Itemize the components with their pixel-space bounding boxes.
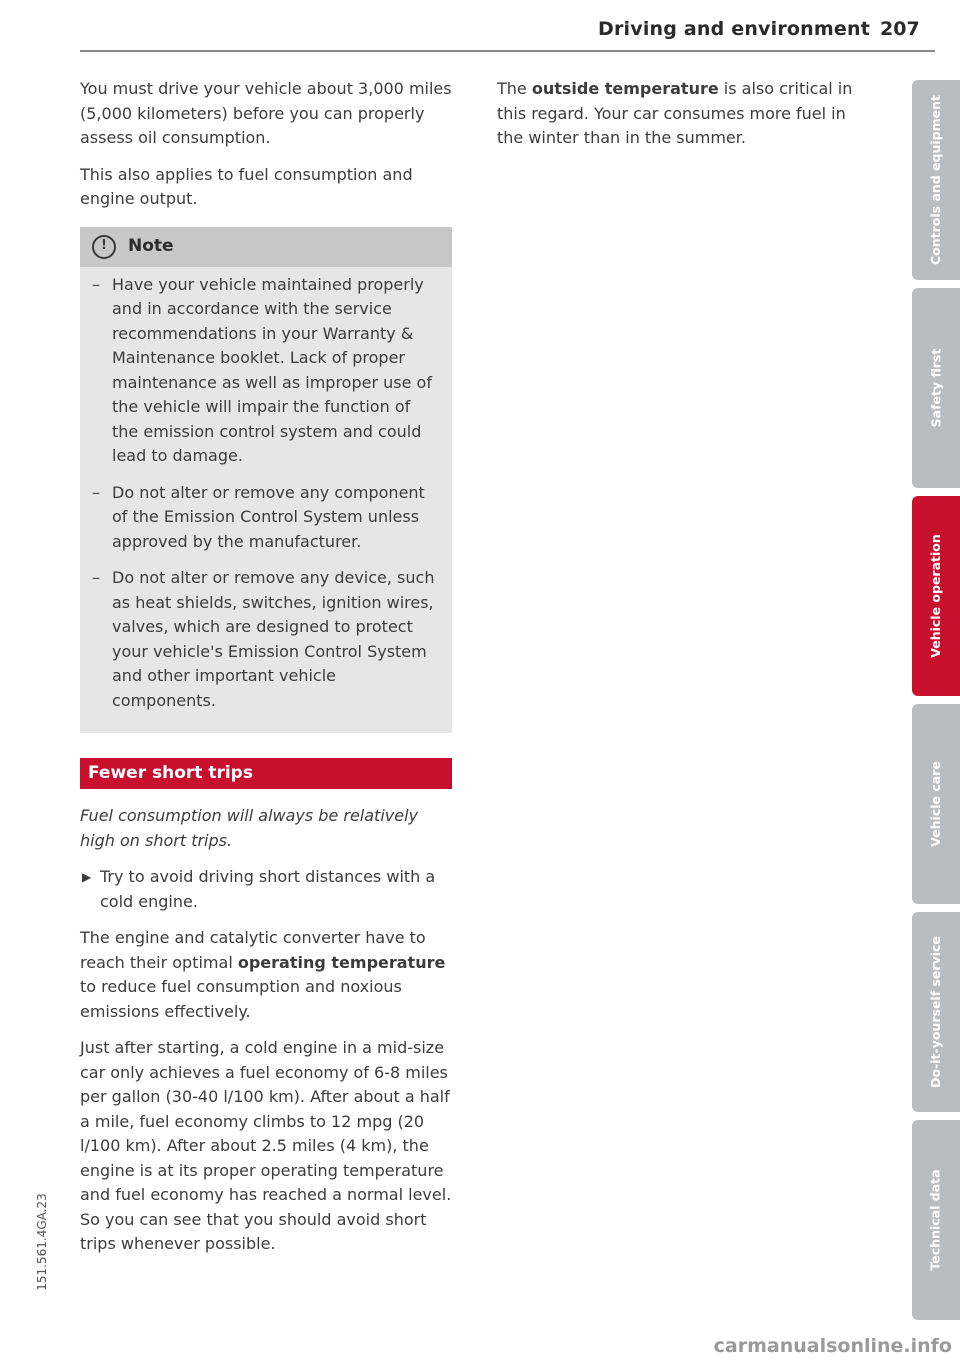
header-divider — [80, 50, 935, 52]
exclamation-circle-icon: ! — [92, 235, 116, 259]
section-heading: Fewer short trips — [80, 758, 452, 789]
chapter-title: Driving and environment — [597, 18, 870, 40]
watermark: carmanualsonline.info — [713, 1335, 952, 1357]
document-code: 151.561.4GA.23 — [35, 1193, 49, 1291]
instruction-bullet: ▶ Try to avoid driving short distances with a cold engine. — [82, 867, 436, 911]
section-intro: Fuel consumption will always be relatively high on short trips. — [80, 806, 418, 850]
tab-vehicle-operation[interactable]: Vehicle operation — [912, 496, 960, 696]
tab-technical-data[interactable]: Technical data — [912, 1120, 960, 1320]
paragraph-operating-temperature: The engine and catalytic converter have to reach their optimal operating temperature to reduce fuel consumption and noxious emissions effectively. — [80, 928, 446, 1021]
tab-vehicle-care[interactable]: Vehicle care — [912, 704, 960, 904]
page-number: 207 — [880, 18, 920, 40]
paragraph-oil-consumption: You must drive your vehicle about 3,000 miles (5,000 kilometers) before you can properly assess oil consumption. — [80, 79, 452, 147]
note-item: – Have your vehicle maintained properly and in accordance with the service recommendations in your Warranty & Maintenance booklet. Lack of proper maintenance as well as improper use of the vehicle will impair the function of the emission control system and could lead to damage. — [92, 274, 432, 465]
triangle-bullet-icon: ▶ — [82, 870, 92, 884]
note-item: – Do not alter or remove any component of the Emission Control System unless approved by the manufacturer. — [92, 482, 425, 551]
left-column — [80, 77, 452, 1269]
note-item: – Do not alter or remove any device, such as heat shields, switches, ignition wires, valves, which are designed to protect your vehicle's Emission Control System and other important vehicle components. — [92, 568, 435, 710]
note-box — [80, 227, 452, 734]
note-body — [80, 267, 452, 734]
tab-controls-and-equipment[interactable]: Controls and equipment — [912, 80, 960, 280]
paragraph-cold-engine: Just after starting, a cold engine in a mid-size car only achieves a fuel economy of 6-8 miles per gallon (30-40 l/100 km). After about a half a mile, fuel economy climbs to 12 mpg (20 l/100 km). After about 2.5 miles (4 km), the engine is at its proper operating temperature and fuel economy has reached a normal level. So you can see that you should avoid short trips whenever possible. — [80, 1038, 452, 1253]
paragraph-fuel-consumption: This also applies to fuel consumption and engine output. — [80, 164, 413, 208]
right-column — [497, 77, 869, 163]
note-title: Note — [128, 236, 174, 257]
tab-do-it-yourself-service[interactable]: Do-it-yourself service — [912, 912, 960, 1112]
paragraph-outside-temperature: The outside temperature is also critical in this regard. Your car consumes more fuel in the winter than in the summer. — [497, 79, 853, 147]
note-header — [80, 227, 452, 267]
tab-safety-first[interactable]: Safety first — [912, 288, 960, 488]
